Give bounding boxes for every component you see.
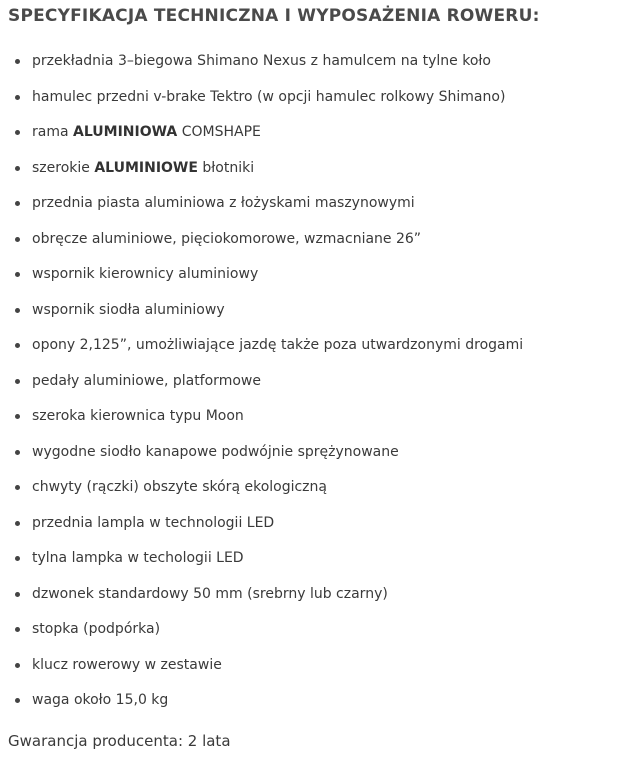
bullet-icon	[15, 698, 20, 703]
spec-item: opony 2,125”, umożliwiające jazdę także poza utwardzonymi drogami	[0, 328, 523, 364]
bullet-icon	[15, 379, 20, 384]
spec-list	[0, 44, 523, 719]
spec-item: przednia piasta aluminiowa z łożyskami maszynowymi	[0, 186, 523, 222]
bullet-icon	[15, 59, 20, 64]
bullet-icon	[15, 414, 20, 419]
spec-item: przekładnia 3–biegowa Shimano Nexus z hamulcem na tylne koło	[0, 44, 523, 80]
spec-item: rama ALUMINIOWA COMSHAPE	[0, 115, 523, 151]
bullet-icon	[15, 627, 20, 632]
bullet-icon	[15, 201, 20, 206]
warranty-text: Gwarancja producenta: 2 lata	[8, 732, 231, 750]
bullet-icon	[15, 343, 20, 348]
bullet-icon	[15, 308, 20, 313]
bullet-icon	[15, 272, 20, 277]
spec-item: wygodne siodło kanapowe podwójnie sprężynowane	[0, 435, 523, 471]
spec-item: waga około 15,0 kg	[0, 683, 523, 719]
spec-item: tylna lampka w techologii LED	[0, 541, 523, 577]
bullet-icon	[15, 130, 20, 135]
spec-item: hamulec przedni v-brake Tektro (w opcji hamulec rolkowy Shimano)	[0, 80, 523, 116]
bullet-icon	[15, 237, 20, 242]
spec-heading: SPECYFIKACJA TECHNICZNA I WYPOSAŻENIA ROWERU:	[8, 6, 540, 26]
bullet-icon	[15, 485, 20, 490]
spec-item: pedały aluminiowe, platformowe	[0, 364, 523, 400]
bullet-icon	[15, 663, 20, 668]
spec-item: chwyty (rączki) obszyte skórą ekologiczną	[0, 470, 523, 506]
emphasis-text: ALUMINIOWA	[73, 124, 178, 140]
spec-item: wspornik kierownicy aluminiowy	[0, 257, 523, 293]
bullet-icon	[15, 166, 20, 171]
spec-item: dzwonek standardowy 50 mm (srebrny lub czarny)	[0, 577, 523, 613]
bullet-icon	[15, 95, 20, 100]
bullet-icon	[15, 592, 20, 597]
spec-item: wspornik siodła aluminiowy	[0, 293, 523, 329]
spec-item: szerokie ALUMINIOWE błotniki	[0, 151, 523, 187]
bullet-icon	[15, 521, 20, 526]
bullet-icon	[15, 556, 20, 561]
spec-item: obręcze aluminiowe, pięciokomorowe, wzmacniane 26”	[0, 222, 523, 258]
bullet-icon	[15, 450, 20, 455]
emphasis-text: ALUMINIOWE	[94, 159, 198, 176]
spec-item: stopka (podpórka)	[0, 612, 523, 648]
spec-item: szeroka kierownica typu Moon	[0, 399, 523, 435]
spec-item: klucz rowerowy w zestawie	[0, 648, 523, 684]
spec-item: przednia lampla w technologii LED	[0, 506, 523, 542]
